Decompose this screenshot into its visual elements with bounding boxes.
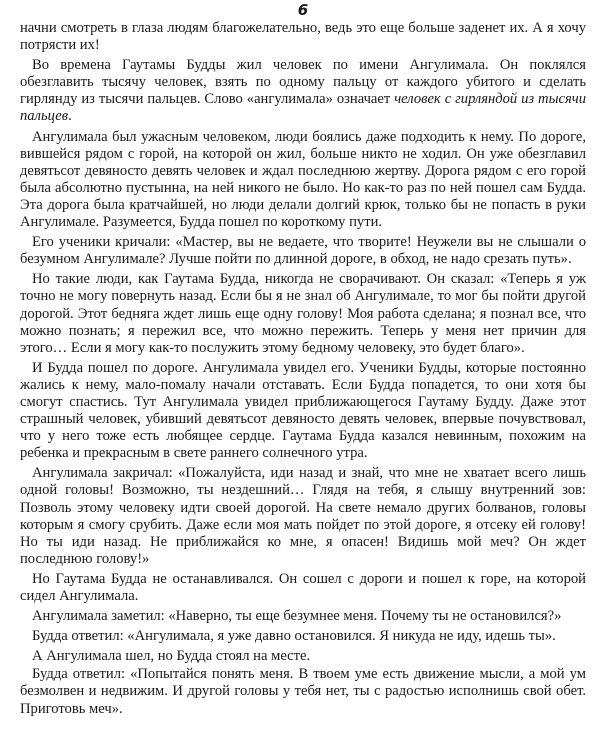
paragraph-3: Ангулимала был ужасным человеком, люди боялись даже подходить к нему. По дороге, вившейся рядом с горой, на которой он жил, больше никто не ходил. Он уже обезглавил девятьсот девяносто девять человек и ждал последнюю жертву. Дорога рядом с его горой была абсолютно пустынна, на ней никого не было. Но как-то раз по ней пошел сам Будда. Эта дорога была кратчайшей, но люди делали долгий крюк, только бы не попасть в руки Ангулимале. Разумеется, Будда пошел по короткому пути. [20, 128, 586, 231]
paragraph-2 [20, 57, 586, 125]
paragraph-8: Но Гаутама Будда не останавливался. Он сошел с дороги и пошел к горе, на которой сидел Ангулимала. [20, 570, 586, 604]
page-number: 6 [297, 1, 309, 19]
paragraph-6: И Будда пошел по дороге. Ангулимала увидел его. Ученики Будды, которые постоянно жались к нему, мало-помалу начали отставать. Если Будда попадется, то они хотя бы смогут спастись. Тут Ангулимала увидел приближающегося Гаутаму Будду. Даже этот страшный человек, убивший девятьсот девяносто девять человек, впервые почувствовал, что у него тоже есть любящее сердце. Гаутама Будда казался невинным, похожим на ребенка и прекрасным в свете раннего солнечного утра. [20, 359, 586, 462]
paragraph-10: Будда ответил: «Ангулимала, я уже давно остановился. Я никуда не иду, идешь ты». [32, 628, 556, 645]
emphasis-phrase: человек с гирляндой из тысячи пальцев [20, 91, 586, 125]
paragraph-12: Будда ответил: «Попытайся понять меня. В твоем уме есть движение мысли, а мой ум безмолвен и недвижим. И другой головы у тебя нет, ты с радостью исполнишь свой обет. Приготовь меч». [20, 666, 586, 717]
paragraph-4: Его ученики кричали: «Мастер, вы не ведаете, что творите! Неужели вы не слышали о безумном Ангулимале? Лучше пойти по длинной дороге, в обход, не надо срезать путь». [20, 234, 586, 268]
paragraph-7: Ангулимала закричал: «Пожалуйста, иди назад и знай, что мне не хватает всего лишь одной головы! Возможно, ты нездешний… Глядя на тебя, я слышу внутренний зов: Позволь этому человеку идти своей дорогой. На свете немало других болванов, головы которым я смогу срубить. Даже если моя мать пойдет по этой дороге, я отсеку ей голову! Но ты иди назад. Не приближайся ко мне, я опасен! Видишь мой меч? Он ждет последнюю голову!» [20, 465, 586, 567]
book-page [20, 2, 586, 747]
paragraph-5: Но такие люди, как Гаутама Будда, никогда не сворачивают. Он сказал: «Теперь я уж точно не могу повернуть назад. Если бы я не знал об Ангулимале, то мог бы пойти другой дорогой. Этот бедняга ждет лишь еще одну голову! Моя работа сделана; я познал все, что можно познать; я пережил все, что можно пережить. Теперь у меня нет причин для этого… Если я могу как-то послужить этому бедному человеку, это будет благо». [20, 271, 586, 356]
paragraph-2-tail-end: . [68, 108, 72, 125]
paragraph-11: А Ангулимала шел, но Будда стоял на месте. [32, 648, 311, 665]
paragraph-2-text: Во времена Гаутамы Будды жил человек по имени Ангулимала. Он поклялся обезглавить тысячу человек, взять по одному пальцу от каждого убитого и сделать гирлянду из тысячи пальцев. Слово «ангулимала» [20, 57, 586, 108]
paragraph-1: начни смотреть в глаза людям благожелательно, ведь это еще больше заденет их. А я хочу потрясти их! [20, 20, 586, 54]
paragraph-9: Ангулимала заметил: «Наверно, ты еще безумнее меня. Почему ты не остановился?» [32, 608, 562, 625]
paragraph-2-tail-plain: означает [336, 91, 395, 108]
